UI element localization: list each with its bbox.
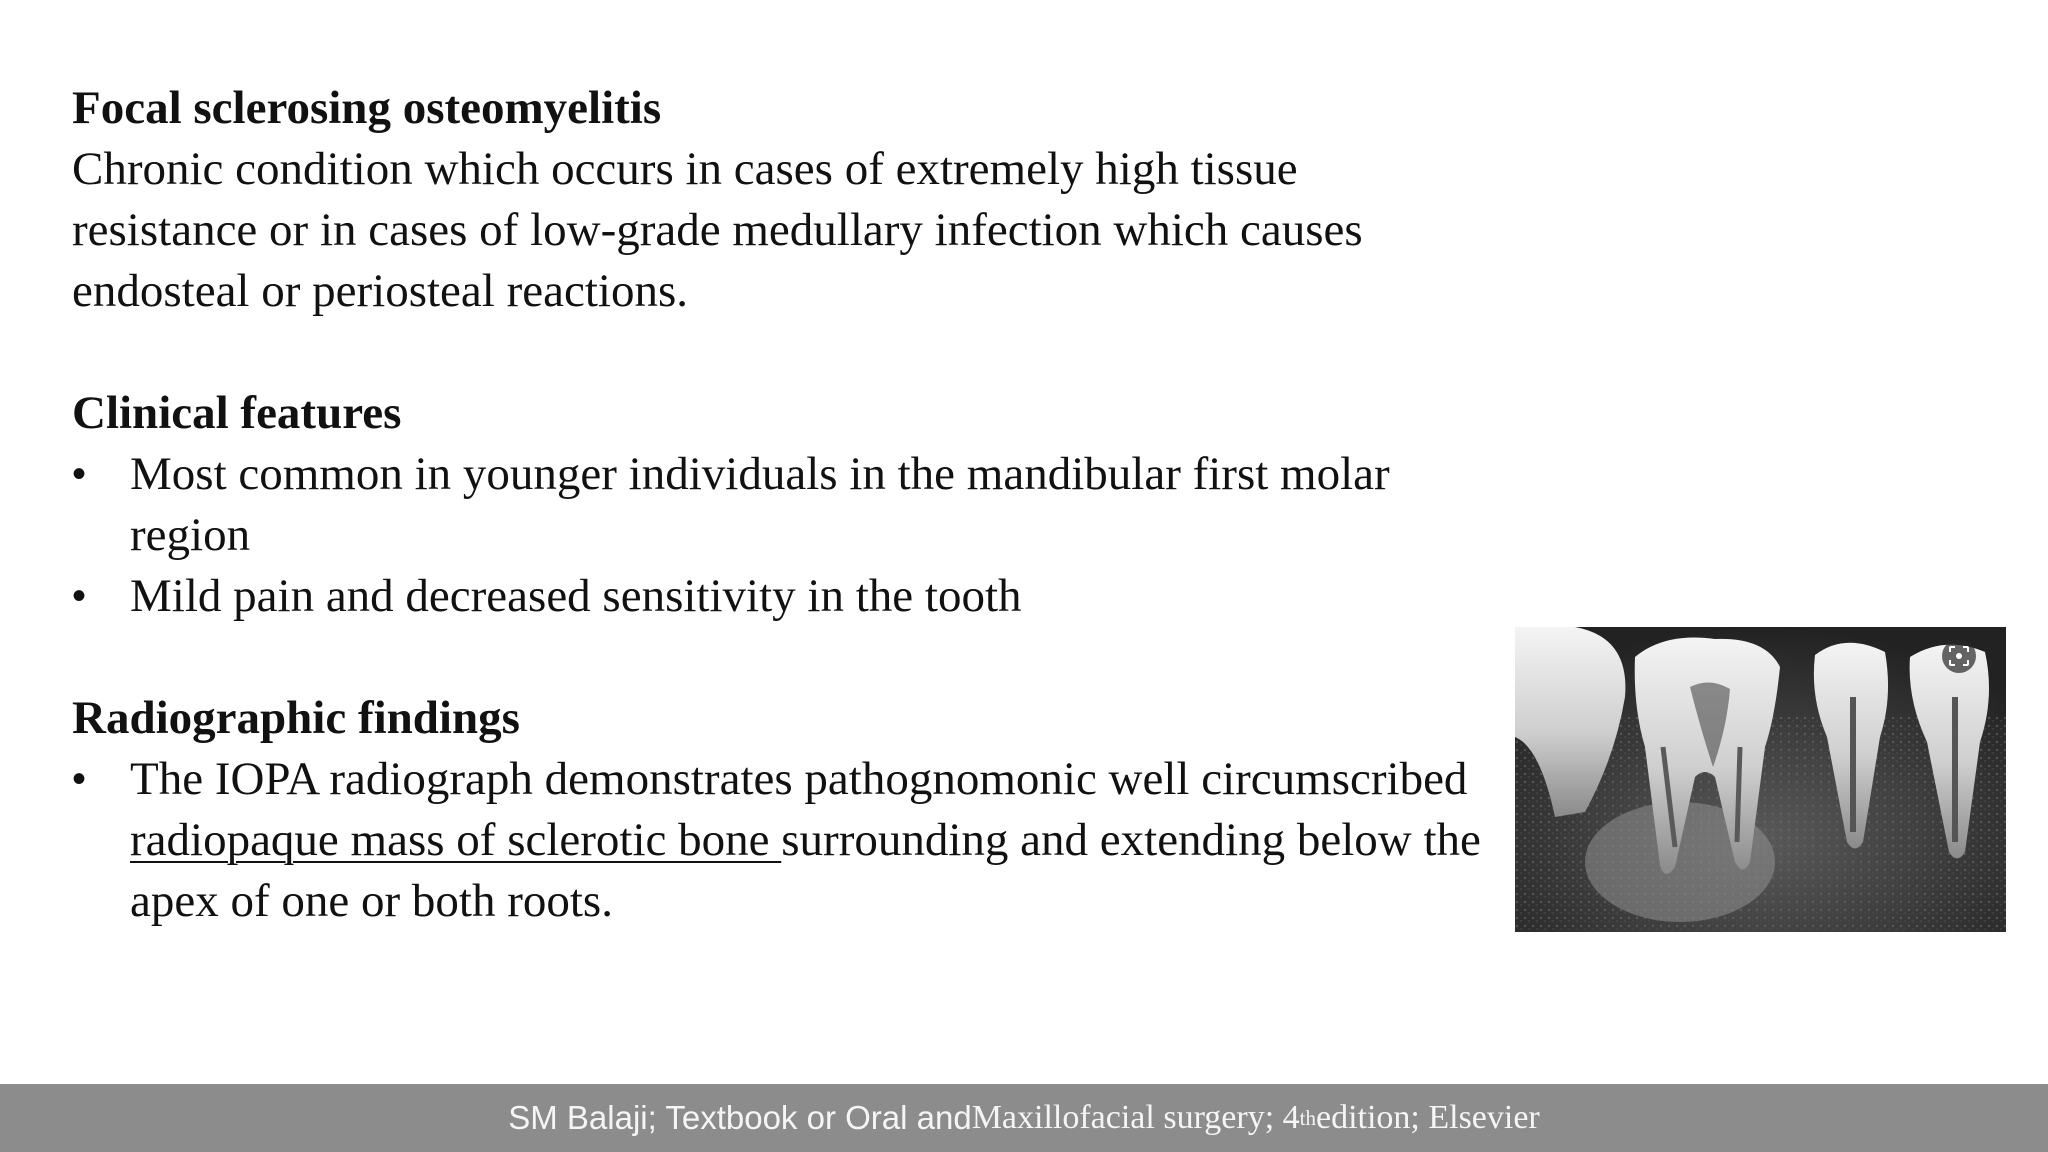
lens-scan-icon[interactable] xyxy=(1942,639,1976,673)
footer-citation-part1: SM Balaji; Textbook or Oral and xyxy=(508,1099,972,1136)
list-item xyxy=(72,444,1492,566)
footer-citation-part2: Maxillofacial surgery; 4 xyxy=(971,1099,1300,1136)
heading-focal-sclerosing-osteomyelitis: Focal sclerosing osteomyelitis xyxy=(72,82,662,134)
list-item xyxy=(72,749,1492,932)
list-item-text-end: surrounding and extending below the apex of one or both roots. xyxy=(130,814,1481,927)
list-item-text: Mild pain and decreased sensitivity in the tooth xyxy=(130,570,1022,622)
list-item xyxy=(72,566,1492,627)
clinical-features-list xyxy=(72,444,1492,627)
footer-citation-part3: edition; Elsevier xyxy=(1315,1099,1540,1136)
underlined-phrase: radiopaque mass of sclerotic bone xyxy=(130,814,782,866)
spacer xyxy=(72,322,1492,383)
list-item-text: Most common in younger individuals in the mandibular first molar region xyxy=(130,448,1390,561)
citation-footer: SM Balaji; Textbook or Oral and Maxillofacial surgery; 4 th edition; Elsevier xyxy=(0,1084,2048,1152)
slide-content xyxy=(72,78,1492,932)
heading-clinical-features: Clinical features xyxy=(72,387,402,439)
radiograph-illustration xyxy=(1515,627,2006,932)
dental-radiograph-image xyxy=(1515,627,2006,932)
bullet-glyph: • xyxy=(72,757,87,801)
bullet-glyph: • xyxy=(72,452,87,496)
list-item-text-start: The IOPA radiograph demonstrates pathognomonic well circumscribed xyxy=(130,753,1468,805)
bullet-glyph: • xyxy=(72,574,87,618)
heading-radiographic-findings: Radiographic findings xyxy=(72,692,520,744)
spacer xyxy=(72,627,1492,688)
radiographic-findings-list xyxy=(72,749,1492,932)
focal-description: Chronic condition which occurs in cases of extremely high tissue resistance or in cases of low-grade medullary infection which causes endosteal or periosteal reactions. xyxy=(72,143,1363,317)
